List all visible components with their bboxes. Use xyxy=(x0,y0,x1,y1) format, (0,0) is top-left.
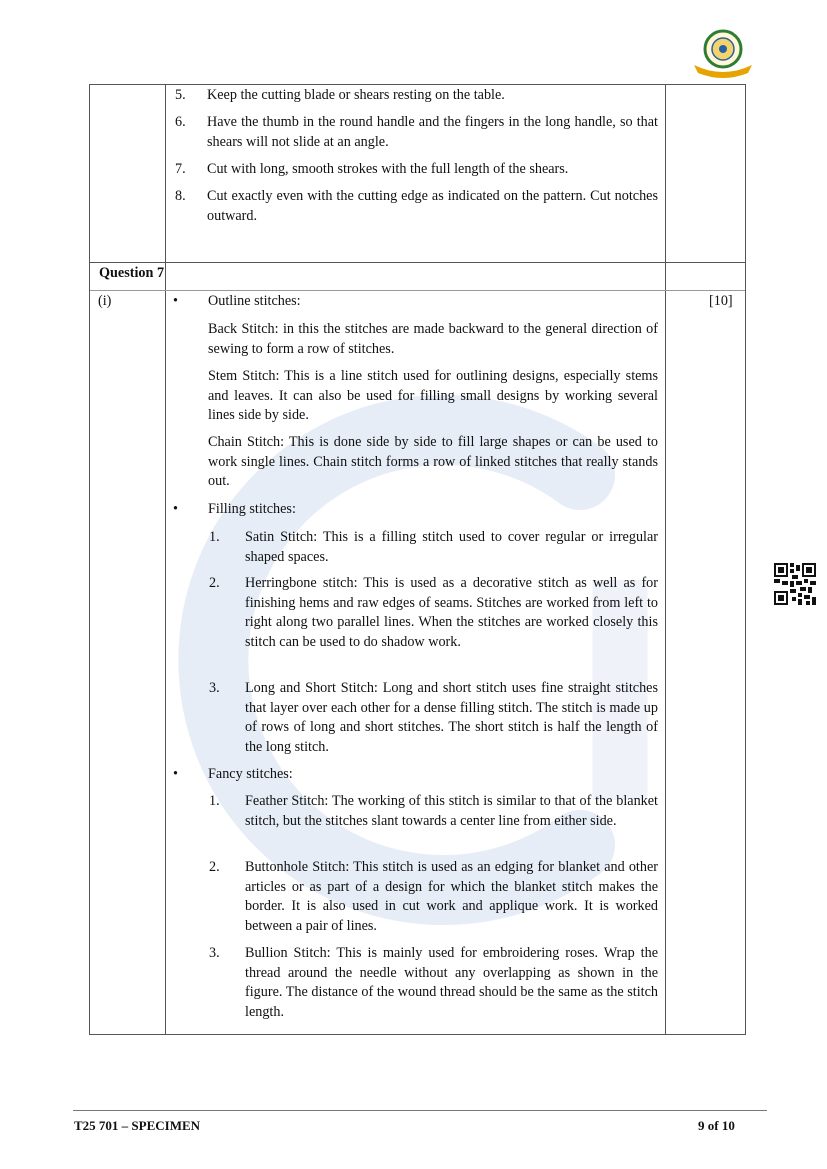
section-heading-fancy: Fancy stitches: xyxy=(208,766,293,782)
stitch-description: Long and Short Stitch: Long and short stitch uses fine straight stitches that layer over each other for a dense filling stitch. The stitch is made up of rows of long and short stitches. The short stitch is half the length of the long stitch. xyxy=(245,680,658,755)
list-number: 1. xyxy=(209,529,220,545)
bullet: • xyxy=(173,766,178,782)
list-item-text: Keep the cutting blade or shears resting on the table. xyxy=(207,87,505,103)
council-logo-icon xyxy=(690,25,756,81)
part-label: (i) xyxy=(98,293,112,309)
list-number: 1. xyxy=(209,793,220,809)
list-number: 2. xyxy=(209,859,220,875)
table-row-divider xyxy=(90,262,745,263)
list-item-text: Cut with long, smooth strokes with the full length of the shears. xyxy=(207,161,569,177)
table-row-divider xyxy=(90,290,745,291)
footer-page-number: 9 of 10 xyxy=(698,1118,735,1133)
footer-paper-code: T25 701 – SPECIMEN xyxy=(74,1118,201,1133)
list-number: 5. xyxy=(175,87,186,103)
stitch-description: Back Stitch: in this the stitches are made backward to the general direction of sewing to form a row of stitches. xyxy=(208,321,658,357)
stitch-description: Buttonhole Stitch: This stitch is used as an edging for blanket and other articles or as part of a design for which the blanket stitch makes the border. It is also used in cut work and applique work. It is worked between a pair of lines. xyxy=(245,859,658,934)
list-number: 2. xyxy=(209,575,220,591)
stitch-description: Satin Stitch: This is a filling stitch used to cover regular or irregular shaped spaces. xyxy=(245,529,658,565)
stitch-description: Bullion Stitch: This is mainly used for embroidering roses. Wrap the thread around the needle without any overlapping as shown in the figure. The distance of the wound thread should be the same as the stitch length. xyxy=(245,945,658,1020)
section-heading-filling: Filling stitches: xyxy=(208,501,296,517)
qr-code-icon xyxy=(774,563,816,605)
list-item-text: Have the thumb in the round handle and the fingers in the long handle, so that shears will not slide at an angle. xyxy=(207,114,658,150)
section-heading-outline: Outline stitches: xyxy=(208,293,301,309)
list-number: 3. xyxy=(209,945,220,961)
bullet: • xyxy=(173,501,178,517)
marks-label: [10] xyxy=(709,293,733,309)
question-heading: Question 7 xyxy=(99,265,165,281)
stitch-description: Herringbone stitch: This is used as a decorative stitch as well as for finishing hems and raw edges of seams. Stitches are worked from left to right along two parallel lines. When the stitches are worked closely this stitch can be used to do shadow work. xyxy=(245,575,658,650)
stitch-description: Chain Stitch: This is done side by side to fill large shapes or can be used to work single lines. Chain stitch forms a row of linked stitches that really stands out. xyxy=(208,434,658,489)
footer-rule xyxy=(73,1110,767,1111)
stitch-description: Stem Stitch: This is a line stitch used for outlining designs, especially stems and leaves. It can also be used for filling small designs by working several lines side by side. xyxy=(208,368,658,423)
list-number: 3. xyxy=(209,680,220,696)
list-number: 8. xyxy=(175,188,186,204)
table-column-divider xyxy=(665,85,666,1034)
table-column-divider xyxy=(165,85,166,1034)
list-number: 6. xyxy=(175,114,186,130)
list-number: 7. xyxy=(175,161,186,177)
stitch-description: Feather Stitch: The working of this stitch is similar to that of the blanket stitch, but the stitches slant towards a center line from either side. xyxy=(245,793,658,829)
bullet: • xyxy=(173,293,178,309)
list-item-text: Cut exactly even with the cutting edge as indicated on the pattern. Cut notches outward. xyxy=(207,188,658,224)
